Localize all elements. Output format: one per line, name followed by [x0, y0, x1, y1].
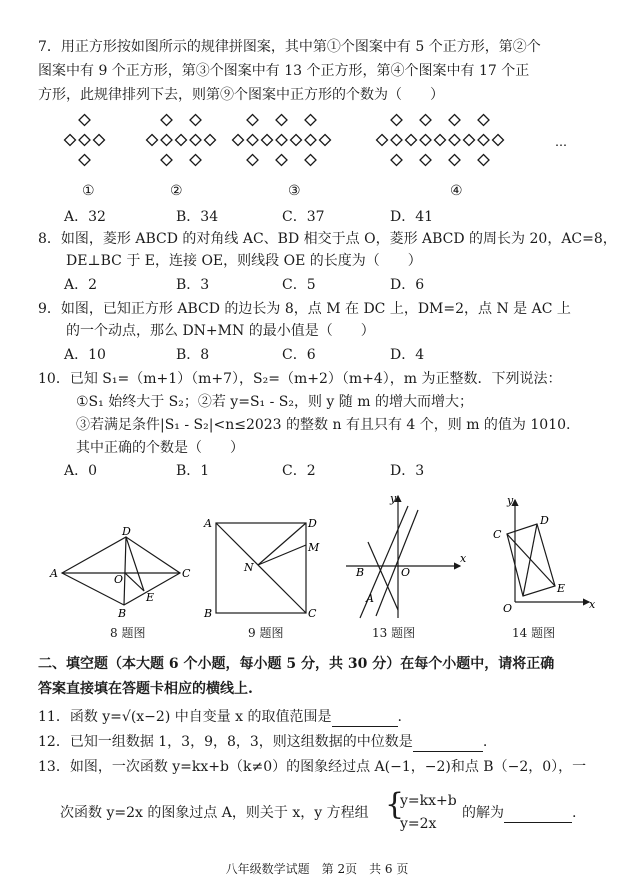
- section2-heading-line1: 二、填空题（本大题 6 个小题，每小题 5 分，共 30 分）在每个小题中，请将正确: [38, 656, 555, 672]
- q9-option-b: B．8: [176, 347, 210, 363]
- q9-line1: 9．如图，已知正方形 ABCD 的边长为 8，点 M 在 DC 上，DM=2，点 N 是 AC 上: [38, 301, 571, 317]
- square-shape: [247, 115, 258, 126]
- square-shape: [478, 135, 489, 146]
- square-shape: [435, 135, 446, 146]
- q11: [38, 708, 402, 727]
- fig8-caption: 8 题图: [110, 626, 146, 640]
- square-shape: [233, 135, 244, 146]
- q9-option-c: C．6: [282, 347, 316, 363]
- q11-answer-blank[interactable]: [332, 708, 398, 727]
- q8-option-b: B．3: [176, 277, 210, 293]
- square-shape: [464, 135, 475, 146]
- fig13-caption: 13 题图: [372, 626, 416, 640]
- square-shape: [493, 135, 504, 146]
- q8-option-a: A．2: [64, 277, 98, 293]
- square-shape: [161, 155, 172, 166]
- q9-line2: 的一个动点，那么 DN+MN 的最小值是（ ）: [66, 323, 375, 339]
- square-shape: [449, 155, 460, 166]
- square-shape: [449, 115, 460, 126]
- fig8-label-a: A: [50, 567, 58, 580]
- square-shape: [190, 155, 201, 166]
- fig9-label-c: C: [308, 607, 317, 620]
- square-shape: [190, 135, 201, 146]
- q7-option-d: D．41: [390, 209, 434, 225]
- q8-line2: DE⊥BC 于 E，连接 OE，则线段 OE 的长度为（ ）: [66, 253, 422, 269]
- fig13-label-b: B: [356, 566, 365, 579]
- fig9-label-b: B: [204, 607, 213, 620]
- square-shape: [147, 135, 158, 146]
- q10-line1: 10．已知 S₁=（m+1）（m+7），S₂=（m+2）（m+4），m 为正整数．下列说法：: [38, 371, 562, 387]
- fig13-label-x: x: [460, 552, 467, 565]
- q13-line2-pre: 次函数 y=2x 的图象过点 A，则关于 x，y 方程组: [60, 805, 369, 821]
- q10-option-d: D．3: [390, 463, 425, 479]
- q7-line3: 方形，此规律排列下去，则第⑨个图案中正方形的个数为（ ）: [38, 87, 444, 103]
- q9-option-a: A．10: [64, 347, 106, 363]
- fig9-caption: 9 题图: [248, 626, 284, 640]
- q7-pattern-figure: [60, 110, 580, 200]
- fig14-label-d: D: [540, 514, 549, 527]
- fig9-label-n: N: [244, 561, 254, 574]
- fig8-label-c: C: [182, 567, 191, 580]
- square-shape: [420, 155, 431, 166]
- fig14-caption: 14 题图: [512, 626, 556, 640]
- q7-ellipsis: …: [555, 135, 567, 149]
- fig8-label-b: B: [118, 607, 127, 620]
- fig14-label-x: x: [589, 598, 596, 611]
- square-shape: [478, 155, 489, 166]
- square-shape: [176, 135, 187, 146]
- square-shape: [161, 135, 172, 146]
- q13-system-brace: {: [385, 787, 405, 822]
- square-shape: [391, 115, 402, 126]
- q8-option-d: D．6: [390, 277, 425, 293]
- square-shape: [377, 135, 388, 146]
- fig8-label-d: D: [122, 525, 131, 538]
- square-shape: [276, 155, 287, 166]
- q10-option-b: B．1: [176, 463, 210, 479]
- q10-option-c: C．2: [282, 463, 316, 479]
- fig13-label-y: y: [390, 492, 397, 505]
- q13-equation-2: y=2x: [400, 816, 437, 832]
- q10-statement-3: ③若满足条件|S₁ - S₂|<n≤2023 的整数 n 有且只有 4 个，则 m 的值为 1010.: [76, 417, 571, 433]
- fig13-linear-function-diagram: [338, 490, 473, 622]
- square-shape: [305, 135, 316, 146]
- square-shape: [391, 135, 402, 146]
- q10-statement-1-2: ①S₁ 始终大于 S₂；②若 y=S₁ - S₂，则 y 随 m 的增大而增大；: [76, 394, 473, 410]
- square-shape: [205, 135, 216, 146]
- fig9-label-d: D: [308, 517, 317, 530]
- q13-post-text: 的解为: [462, 805, 504, 821]
- q12-answer-blank[interactable]: [413, 733, 483, 752]
- q10-option-a: A．0: [64, 463, 98, 479]
- fig13-label-o: O: [401, 566, 411, 579]
- q7-option-b: B．34: [176, 209, 219, 225]
- square-shape: [406, 135, 417, 146]
- square-shape: [247, 135, 258, 146]
- square-shape: [79, 155, 90, 166]
- square-shape: [190, 115, 201, 126]
- q7-option-c: C．37: [282, 209, 325, 225]
- square-shape: [94, 135, 105, 146]
- square-shape: [449, 135, 460, 146]
- fig14-label-e: E: [557, 582, 566, 595]
- fig8-label-e: E: [146, 591, 155, 604]
- q7-fig-label-4: ④: [450, 183, 463, 199]
- square-shape: [420, 135, 431, 146]
- square-shape: [320, 135, 331, 146]
- q11-end: .: [397, 709, 402, 725]
- square-shape: [305, 155, 316, 166]
- q13-line1: 13．如图，一次函数 y=kx+b（k≠0）的图象经过点 A(−1，−2)和点 B（−2，0），一: [38, 759, 587, 775]
- square-shape: [391, 155, 402, 166]
- fig8-label-o: O: [114, 573, 124, 586]
- fig9-label-m: M: [308, 541, 320, 554]
- q13-equation-1: y=kx+b: [400, 793, 457, 809]
- fig13-label-a: A: [366, 592, 374, 605]
- q7-line1: 7．用正方形按如图所示的规律拼图案，其中第①个图案中有 5 个正方形，第②个: [38, 39, 541, 55]
- square-shape: [276, 135, 287, 146]
- square-shape: [161, 115, 172, 126]
- q10-line4: 其中正确的个数是（ ）: [76, 440, 244, 456]
- square-shape: [247, 155, 258, 166]
- q7-fig-label-1: ①: [82, 183, 95, 199]
- q7-fig-label-3: ③: [288, 183, 301, 199]
- fig14-square-axes-diagram: [485, 492, 600, 618]
- fig14-label-o: O: [503, 602, 513, 615]
- q9-option-d: D．4: [390, 347, 425, 363]
- fig8-rhombus-diagram: [48, 525, 198, 625]
- q8-line1: 8．如图，菱形 ABCD 的对角线 AC、BD 相交于点 O，菱形 ABCD 的周长为 20，AC=8，: [38, 231, 617, 247]
- fig14-label-c: C: [493, 528, 502, 541]
- q8-option-c: C．5: [282, 277, 316, 293]
- square-shape: [291, 135, 302, 146]
- fig14-label-y: y: [507, 494, 514, 507]
- q13-end: .: [572, 805, 577, 821]
- square-shape: [65, 135, 76, 146]
- section2-heading-line2: 答案直接填在答题卡相应的横线上.: [38, 681, 253, 697]
- fig9-label-a: A: [204, 517, 212, 530]
- q7-line2: 图案中有 9 个正方形，第③个图案中有 13 个正方形，第④个图案中有 17 个正: [38, 63, 530, 79]
- square-shape: [79, 135, 90, 146]
- square-shape: [79, 115, 90, 126]
- fig9-square-diagram: [200, 513, 325, 621]
- page-footer: 八年级数学试题 第 2页 共 6 页: [225, 862, 409, 876]
- q13-answer-blank[interactable]: [504, 804, 572, 823]
- square-shape: [305, 115, 316, 126]
- square-shape: [276, 115, 287, 126]
- q12-end: .: [482, 734, 488, 750]
- q7-option-a: A．32: [64, 209, 106, 225]
- square-shape: [478, 115, 489, 126]
- q12: [38, 733, 487, 752]
- q13-line2-post: [462, 804, 576, 823]
- q12-text: 12．已知一组数据 1，3，9，8，3，则这组数据的中位数是: [38, 734, 413, 750]
- q7-fig-label-2: ②: [170, 183, 183, 199]
- square-shape: [420, 115, 431, 126]
- q11-text: 11．函数 y=√(x−2) 中自变量 x 的取值范围是: [38, 709, 332, 725]
- square-shape: [262, 135, 273, 146]
